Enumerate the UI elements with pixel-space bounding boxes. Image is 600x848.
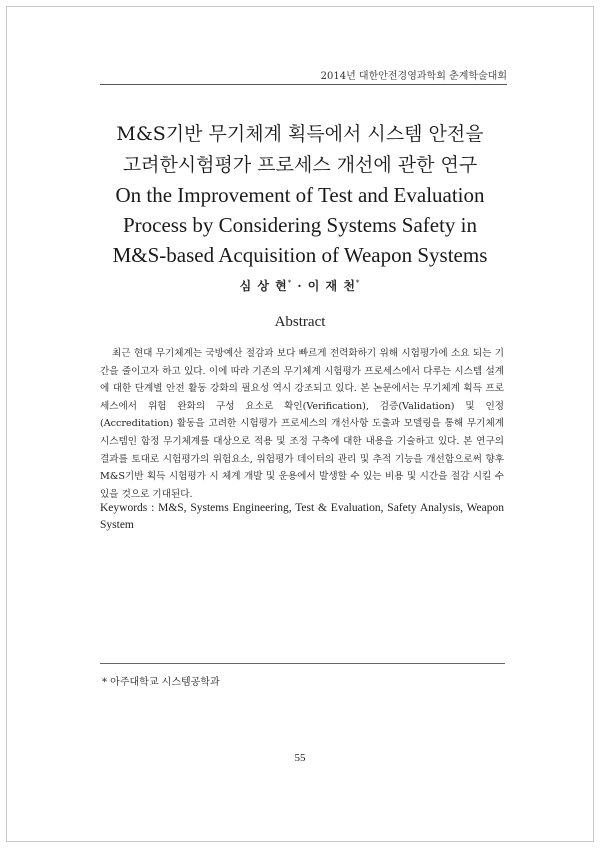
title-korean-line-1: M&S기반 무기체계 획득에서 시스템 안전을: [116, 123, 484, 145]
abstract-body: 최근 현대 무기체계는 국방예산 절감과 보다 빠르게 전력화하기 위해 시험평가에 소요 되는 기간을 줄이고자 하고 있다. 이에 따라 기존의 무기체계 시험평가 프로세스에서 다루는 시스템 설계에 대한 단계별 안전 활동 강화의 필요성 역시 강조되고 있다. 본 논문에서는 무기체계 획득 프로세스에서 위험 완화의 구성 요소로 확인(Verification), 검증(Validation) 및 인정(Accreditation) 활동을 고려한 시험평가 프로세스의 개선사항 도출과 모델링을 통해 무기체계 시스템인 함정 무기체계를 대상으로 적용 및 조정 구축에 대한 내용을 기술하고 있다. 본 연구의 결과를 토대로 시험평가의 위험요소, 위험평가 데이터의 관리 및 추적 기능을 개선함으로써 향후 M&S기반 획득 시험평가 시 체계 개발 및 운용에서 발생할 수 있는 비용 및 시간을 절감 시킬 수 있을 것으로 기대된다.: [100, 348, 504, 500]
affiliation-footnote: * 아주대학교 시스템공학과: [102, 677, 220, 688]
title-english-line-1: On the Improvement of Test and Evaluation: [115, 183, 485, 207]
abstract-heading: Abstract: [274, 314, 326, 330]
title-english-line-2: Process by Considering Systems Safety in: [122, 213, 478, 237]
footnote-rule: [100, 663, 505, 664]
author-name-2: 이 재 천: [307, 279, 356, 293]
author-separator: ·: [297, 279, 303, 293]
title-english-line-3: M&S-based Acquisition of Weapon Systems: [112, 243, 488, 267]
author-name-1: 심 상 현: [239, 279, 288, 293]
author-list: [0, 277, 600, 294]
keywords: Keywords : M&S, Systems Engineering, Test & Evaluation, Safety Analysis, Weapon System: [100, 502, 504, 531]
author-affiliation-mark-2: *: [355, 279, 361, 287]
running-header: 2014년 대한안전경영과학회 춘계학술대회: [320, 71, 507, 82]
title-korean-line-2: 고려한시험평가 프로세스 개선에 관한 연구: [122, 154, 478, 176]
header-rule: [100, 84, 507, 85]
page-number: 55: [294, 752, 306, 764]
author-affiliation-mark-1: *: [287, 279, 293, 287]
